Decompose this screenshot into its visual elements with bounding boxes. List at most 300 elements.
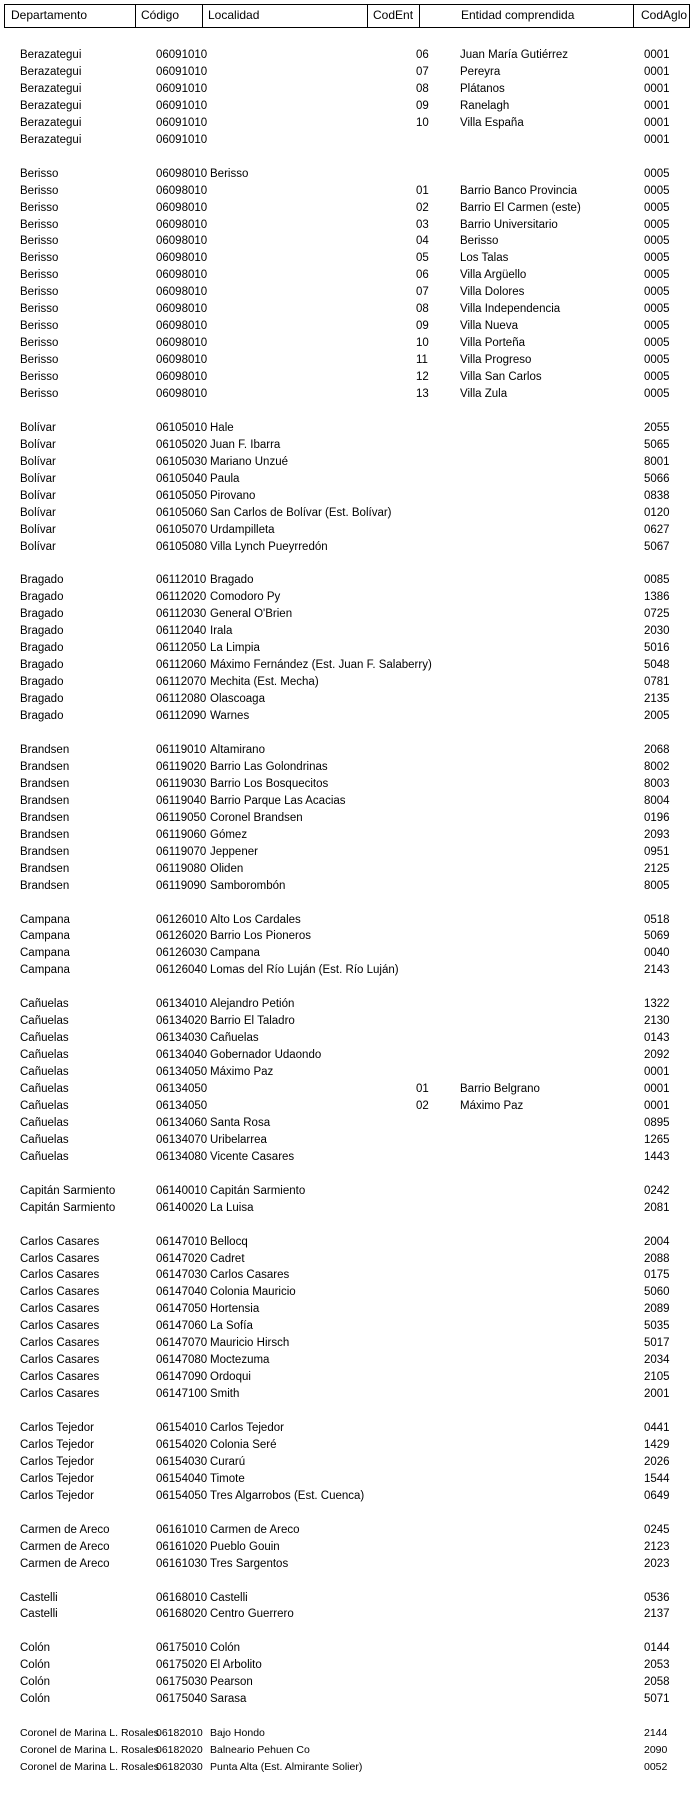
localidad-cell: Bragado <box>210 574 254 587</box>
localidad-cell: Pueblo Gouin <box>210 1540 280 1553</box>
header-entidad: Entidad comprendida <box>461 8 575 22</box>
codigo-cell: 06154050 <box>156 1489 208 1502</box>
departamento-cell: Bolívar <box>20 438 56 451</box>
table-row <box>0 1047 697 1064</box>
localidad-cell: Pearson <box>210 1676 253 1689</box>
codaglo-cell: 0005 <box>644 184 670 197</box>
codigo-cell: 06134040 <box>156 1049 208 1062</box>
departamento-cell: Bragado <box>20 591 64 604</box>
codigo-cell: 06134030 <box>156 1032 208 1045</box>
codaglo-cell: 5069 <box>644 930 670 943</box>
codaglo-cell: 0725 <box>644 608 670 621</box>
departamento-cell: Brandsen <box>20 794 70 807</box>
departamento-cell: Berisso <box>20 354 59 367</box>
departamento-cell: Carlos Casares <box>20 1337 100 1350</box>
localidad-cell: Colonia Seré <box>210 1438 277 1451</box>
localidad-cell: Tres Sargentos <box>210 1557 289 1570</box>
localidad-cell: Irala <box>210 625 233 638</box>
codigo-cell: 06161030 <box>156 1557 208 1570</box>
departamento-cell: Carlos Casares <box>20 1269 100 1282</box>
codigo-cell: 06091010 <box>156 116 208 129</box>
codigo-cell: 06091010 <box>156 49 208 61</box>
codigo-cell: 06147040 <box>156 1286 208 1299</box>
codigo-cell: 06147060 <box>156 1320 208 1333</box>
table-row <box>0 488 697 505</box>
localidad-cell: Mariano Unzué <box>210 455 288 468</box>
codigo-cell: 06175030 <box>156 1676 208 1689</box>
header-codaglo: CodAglo <box>641 8 688 22</box>
codaglo-cell: 0242 <box>644 1184 670 1197</box>
departamento-cell: Carlos Tejedor <box>20 1438 94 1451</box>
table-row <box>0 132 697 149</box>
departamento-cell: Carlos Casares <box>20 1388 100 1401</box>
table-row <box>0 1640 697 1657</box>
codigo-cell: 06168020 <box>156 1608 208 1621</box>
codent-cell: 09 <box>416 320 429 333</box>
departamento-cell: Campana <box>20 964 70 977</box>
codigo-cell: 06140020 <box>156 1201 208 1214</box>
header-codigo: Código <box>141 8 180 22</box>
localidad-cell: Olascoaga <box>210 693 265 706</box>
codigo-cell: 06112080 <box>156 693 207 706</box>
localidad-cell: El Arbolito <box>210 1659 262 1672</box>
table-row <box>0 606 697 623</box>
codigo-cell: 06154010 <box>156 1422 208 1434</box>
header-codent: CodEnt <box>373 8 414 22</box>
table-row <box>0 454 697 471</box>
entidad-cell: Villa Progreso <box>460 354 532 367</box>
departamento-cell: Cañuelas <box>20 1083 69 1095</box>
codigo-cell: 06182020 <box>156 1744 203 1756</box>
codigo-cell: 06091010 <box>156 133 208 146</box>
localidad-cell: Carmen de Areco <box>210 1523 300 1536</box>
codigo-cell: 06098010 <box>156 269 208 282</box>
table-row <box>0 166 697 183</box>
codent-cell: 13 <box>416 388 429 400</box>
table-row <box>0 505 697 522</box>
table-row <box>0 1318 697 1335</box>
departamento-cell: Berazategui <box>20 99 82 112</box>
table-row <box>0 1386 697 1403</box>
table-row <box>0 1115 697 1132</box>
entidad-cell: Barrio Belgrano <box>460 1083 540 1095</box>
localidad-cell: Santa Rosa <box>210 1116 271 1129</box>
table-row <box>0 996 697 1013</box>
departamento-cell: Bragado <box>20 642 64 655</box>
entidad-cell: Villa Argüello <box>460 269 527 282</box>
table-row <box>0 1420 697 1437</box>
table-row <box>0 1556 697 1573</box>
table-row <box>0 1590 697 1607</box>
table-row <box>0 691 697 708</box>
localidad-cell: Capitán Sarmiento <box>210 1184 306 1197</box>
departamento-cell: Carlos Tejedor <box>20 1422 94 1434</box>
codigo-cell: 06119050 <box>156 811 207 824</box>
codaglo-cell: 2093 <box>644 828 670 841</box>
localidad-cell: Carlos Casares <box>210 1269 290 1282</box>
codaglo-cell: 0085 <box>644 574 670 587</box>
table-row <box>0 1725 697 1742</box>
localidad-cell: Paula <box>210 472 240 485</box>
departamento-cell: Cañuelas <box>20 1049 69 1062</box>
departamento-cell: Colón <box>20 1676 51 1689</box>
departamento-cell: Brandsen <box>20 828 70 841</box>
departamento-cell: Bragado <box>20 710 64 723</box>
header-departamento: Departamento <box>11 8 88 22</box>
codaglo-cell: 8001 <box>644 455 670 468</box>
departamento-cell: Carmen de Areco <box>20 1523 110 1536</box>
table-row <box>0 1471 697 1488</box>
departamento-cell: Brandsen <box>20 744 70 756</box>
codaglo-cell: 5067 <box>644 540 670 553</box>
departamento-cell: Cañuelas <box>20 1133 69 1146</box>
codaglo-cell: 5035 <box>644 1320 670 1333</box>
codaglo-cell: 8005 <box>644 879 670 892</box>
departamento-cell: Cañuelas <box>20 1150 69 1163</box>
table-row <box>0 878 697 895</box>
departamento-cell: Cañuelas <box>20 1116 69 1129</box>
localidad-cell: Juan F. Ibarra <box>210 438 281 451</box>
codigo-cell: 06134010 <box>156 998 208 1011</box>
codaglo-cell: 1265 <box>644 1133 670 1146</box>
codaglo-cell: 0005 <box>644 354 670 367</box>
codent-cell: 08 <box>416 303 429 316</box>
localidad-cell: Mechita (Est. Mecha) <box>210 676 319 689</box>
departamento-cell: Coronel de Marina L. Rosales <box>20 1744 159 1756</box>
codaglo-cell: 2137 <box>644 1608 670 1621</box>
localidad-cell: La Limpia <box>210 642 260 655</box>
departamento-cell: Berisso <box>20 218 59 231</box>
table-row <box>0 1522 697 1539</box>
table-row <box>0 1657 697 1674</box>
codent-cell: 01 <box>416 184 429 197</box>
codigo-cell: 06112040 <box>156 625 207 638</box>
codaglo-cell: 2090 <box>644 1744 668 1756</box>
codigo-cell: 06098010 <box>156 201 208 214</box>
entidad-cell: Villa España <box>460 116 524 129</box>
departamento-cell: Berazategui <box>20 82 82 95</box>
codigo-cell: 06154030 <box>156 1455 208 1468</box>
table-row <box>0 471 697 488</box>
codaglo-cell: 0196 <box>644 811 670 824</box>
table-row <box>0 1759 697 1776</box>
codigo-cell: 06147080 <box>156 1354 208 1367</box>
codigo-cell: 06154020 <box>156 1438 208 1451</box>
localidad-cell: Colón <box>210 1642 241 1655</box>
codigo-cell: 06098010 <box>156 286 208 299</box>
codaglo-cell: 0005 <box>644 235 670 248</box>
codaglo-cell: 1386 <box>644 591 670 604</box>
entidad-cell: Ranelagh <box>460 99 510 112</box>
departamento-cell: Bolívar <box>20 506 56 519</box>
codaglo-cell: 0649 <box>644 1489 670 1502</box>
codigo-cell: 06119070 <box>156 845 207 858</box>
codigo-cell: 06126010 <box>156 913 208 926</box>
table-row <box>0 1352 697 1369</box>
codigo-cell: 06147050 <box>156 1303 208 1316</box>
codaglo-cell: 2130 <box>644 1015 670 1028</box>
departamento-cell: Brandsen <box>20 760 70 773</box>
codaglo-cell: 0040 <box>644 947 670 960</box>
table-row <box>0 386 697 403</box>
codigo-cell: 06105080 <box>156 540 208 553</box>
entidad-cell: Máximo Paz <box>460 1099 524 1112</box>
localidad-cell: Cadret <box>210 1252 245 1265</box>
localidad-cell: Hortensia <box>210 1303 260 1316</box>
localidad-cell: Villa Lynch Pueyrredón <box>210 540 328 553</box>
codigo-cell: 06105030 <box>156 455 208 468</box>
departamento-cell: Bolívar <box>20 472 56 485</box>
codaglo-cell: 0781 <box>644 676 670 689</box>
localidad-cell: Máximo Paz <box>210 1066 274 1078</box>
codigo-cell: 06126020 <box>156 930 208 943</box>
codaglo-cell: 5071 <box>644 1693 670 1706</box>
codigo-cell: 06098010 <box>156 235 208 248</box>
entidad-cell: Villa Nueva <box>460 320 518 333</box>
table-row <box>0 759 697 776</box>
departamento-cell: Bolívar <box>20 540 56 553</box>
localidad-cell: Altamirano <box>210 744 265 756</box>
codigo-cell: 06126040 <box>156 964 208 977</box>
departamento-cell: Berisso <box>20 388 59 400</box>
departamento-cell: Carlos Casares <box>20 1371 100 1384</box>
codigo-cell: 06126030 <box>156 947 208 960</box>
departamento-cell: Colón <box>20 1642 51 1655</box>
codigo-cell: 06112060 <box>156 659 207 672</box>
codigo-cell: 06105020 <box>156 438 208 451</box>
table-row <box>0 267 697 284</box>
entidad-cell: Villa Porteña <box>460 337 525 350</box>
departamento-cell: Berisso <box>20 235 59 248</box>
departamento-cell: Carmen de Areco <box>20 1540 110 1553</box>
codaglo-cell: 2144 <box>644 1727 668 1740</box>
table-row <box>0 1251 697 1268</box>
codaglo-cell: 1544 <box>644 1472 670 1485</box>
localidad-cell: La Sofía <box>210 1320 253 1333</box>
codaglo-cell: 0005 <box>644 303 670 316</box>
codaglo-cell: 0005 <box>644 269 670 282</box>
departamento-cell: Berisso <box>20 269 59 282</box>
departamento-cell: Campana <box>20 947 70 960</box>
table-row <box>0 250 697 267</box>
codigo-cell: 06134060 <box>156 1116 208 1129</box>
localidad-cell: Cañuelas <box>210 1032 259 1045</box>
table-row <box>0 623 697 640</box>
codaglo-cell: 0001 <box>644 1066 670 1078</box>
codaglo-cell: 0001 <box>644 133 670 146</box>
codaglo-cell: 1429 <box>644 1438 670 1451</box>
table-row <box>0 1064 697 1081</box>
localidad-cell: Vicente Casares <box>210 1150 295 1163</box>
entidad-cell: Berisso <box>460 235 499 248</box>
departamento-cell: Bragado <box>20 659 64 672</box>
table-row <box>0 1674 697 1691</box>
table-row <box>0 284 697 301</box>
departamento-cell: Capitán Sarmiento <box>20 1201 116 1214</box>
codigo-cell: 06112030 <box>156 608 207 621</box>
departamento-cell: Bragado <box>20 608 64 621</box>
departamento-cell: Cañuelas <box>20 998 69 1011</box>
entidad-cell: Pereyra <box>460 66 501 78</box>
codaglo-cell: 0895 <box>644 1116 670 1129</box>
codigo-cell: 06098010 <box>156 252 208 265</box>
codent-cell: 02 <box>416 201 429 214</box>
localidad-cell: Alejandro Petión <box>210 998 295 1011</box>
codigo-cell: 06119060 <box>156 828 207 841</box>
codigo-cell: 06119030 <box>156 777 207 790</box>
table-row <box>0 793 697 810</box>
codigo-cell: 06105070 <box>156 523 208 536</box>
departamento-cell: Bolívar <box>20 489 56 502</box>
departamento-cell: Colón <box>20 1693 51 1706</box>
departamento-cell: Carlos Casares <box>20 1252 100 1265</box>
localidad-cell: La Luisa <box>210 1201 254 1214</box>
localidad-cell: Moctezuma <box>210 1354 270 1367</box>
table-row <box>0 183 697 200</box>
departamento-cell: Berazategui <box>20 116 82 129</box>
codaglo-cell: 0001 <box>644 49 670 61</box>
codigo-cell: 06105010 <box>156 421 208 434</box>
departamento-cell: Berisso <box>20 286 59 299</box>
codaglo-cell: 2105 <box>644 1371 670 1384</box>
codaglo-cell: 0005 <box>644 252 670 265</box>
codaglo-cell: 1322 <box>644 998 670 1011</box>
departamento-cell: Campana <box>20 930 70 943</box>
departamento-cell: Campana <box>20 913 70 926</box>
departamento-cell: Berisso <box>20 252 59 265</box>
codigo-cell: 06098010 <box>156 354 208 367</box>
codaglo-cell: 2125 <box>644 862 670 875</box>
departamento-cell: Brandsen <box>20 811 70 824</box>
codigo-cell: 06098010 <box>156 218 208 231</box>
codaglo-cell: 1443 <box>644 1150 670 1163</box>
codent-cell: 10 <box>416 337 429 350</box>
codigo-cell: 06098010 <box>156 371 208 383</box>
localidad-cell: Smith <box>210 1388 240 1401</box>
departamento-cell: Berisso <box>20 320 59 333</box>
departamento-cell: Cañuelas <box>20 1032 69 1045</box>
localidad-cell: Colonia Mauricio <box>210 1286 296 1299</box>
table-row <box>0 1691 697 1708</box>
codent-cell: 07 <box>416 66 429 78</box>
departamento-cell: Carlos Casares <box>20 1235 100 1248</box>
codaglo-cell: 2023 <box>644 1557 670 1570</box>
codigo-cell: 06098010 <box>156 388 208 400</box>
departamento-cell: Brandsen <box>20 777 70 790</box>
entidad-cell: Villa Dolores <box>460 286 525 299</box>
codigo-cell: 06147030 <box>156 1269 208 1282</box>
departamento-cell: Berazategui <box>20 49 82 61</box>
codigo-cell: 06134080 <box>156 1150 208 1163</box>
localidad-cell: Urdampilleta <box>210 523 275 536</box>
codigo-cell: 06112090 <box>156 710 207 723</box>
localidad-cell: Jeppener <box>210 845 258 858</box>
codigo-cell: 06098010 <box>156 320 208 333</box>
table-row <box>0 1267 697 1284</box>
codigo-cell: 06112070 <box>156 676 207 689</box>
departamento-cell: Carlos Tejedor <box>20 1455 94 1468</box>
codigo-cell: 06098010 <box>156 167 208 180</box>
localidad-cell: Comodoro Py <box>210 591 281 604</box>
departamento-cell: Berisso <box>20 167 59 180</box>
codigo-cell: 06098010 <box>156 303 208 316</box>
codaglo-cell: 0005 <box>644 371 670 383</box>
codaglo-cell: 2030 <box>644 625 670 638</box>
codaglo-cell: 0838 <box>644 489 670 502</box>
departamento-cell: Cañuelas <box>20 1066 69 1078</box>
codigo-cell: 06105060 <box>156 506 208 519</box>
codaglo-cell: 8003 <box>644 777 670 790</box>
codent-cell: 02 <box>416 1099 429 1112</box>
codigo-cell: 06175020 <box>156 1659 208 1672</box>
codaglo-cell: 0120 <box>644 506 670 519</box>
departamento-cell: Coronel de Marina L. Rosales <box>20 1727 159 1740</box>
departamento-cell: Castelli <box>20 1591 58 1604</box>
departamento-cell: Bragado <box>20 693 64 706</box>
codaglo-cell: 0144 <box>644 1642 670 1655</box>
table-row <box>0 200 697 217</box>
codent-cell: 10 <box>416 116 429 129</box>
codaglo-cell: 5060 <box>644 1286 670 1299</box>
table-row <box>0 1488 697 1505</box>
codaglo-cell: 2089 <box>644 1303 670 1316</box>
table-row <box>0 115 697 132</box>
table-row <box>0 1284 697 1301</box>
departamento-cell: Berisso <box>20 201 59 214</box>
departamento-cell: Cañuelas <box>20 1015 69 1028</box>
codaglo-cell: 5016 <box>644 642 670 655</box>
codaglo-cell: 2055 <box>644 421 670 434</box>
codaglo-cell: 5065 <box>644 438 670 451</box>
codent-cell: 05 <box>416 252 429 265</box>
codigo-cell: 06147090 <box>156 1371 208 1384</box>
codent-cell: 07 <box>416 286 429 299</box>
localidad-cell: Centro Guerrero <box>210 1608 294 1621</box>
departamento-cell: Carlos Casares <box>20 1303 100 1316</box>
table-row <box>0 572 697 589</box>
codent-cell: 01 <box>416 1083 429 1095</box>
codent-cell: 06 <box>416 269 429 282</box>
localidad-cell: Coronel Brandsen <box>210 811 303 824</box>
entidad-cell: Villa Independencia <box>460 303 561 316</box>
codaglo-cell: 2026 <box>644 1455 670 1468</box>
entidad-cell: Villa San Carlos <box>460 371 542 383</box>
table-row <box>0 98 697 115</box>
table-row <box>0 1437 697 1454</box>
codigo-cell: 06119080 <box>156 862 207 875</box>
codigo-cell: 06119090 <box>156 879 207 892</box>
localidad-cell: Sarasa <box>210 1693 247 1706</box>
table-row <box>0 1742 697 1759</box>
departamento-cell: Berisso <box>20 371 59 383</box>
localidad-cell: Balneario Pehuen Co <box>210 1744 310 1756</box>
localidad-cell: Barrio El Taladro <box>210 1015 295 1028</box>
codaglo-cell: 0001 <box>644 82 670 95</box>
codaglo-cell: 0001 <box>644 116 670 129</box>
codaglo-cell: 0627 <box>644 523 670 536</box>
table-row <box>0 522 697 539</box>
codigo-cell: 06154040 <box>156 1472 208 1485</box>
codigo-cell: 06182030 <box>156 1761 203 1773</box>
departamento-cell: Bolívar <box>20 523 56 536</box>
codent-cell: 08 <box>416 82 429 95</box>
codaglo-cell: 2068 <box>644 744 670 756</box>
codigo-cell: 06134050 <box>156 1066 208 1078</box>
codigo-cell: 06140010 <box>156 1184 208 1197</box>
table-row <box>0 657 697 674</box>
codaglo-cell: 0005 <box>644 388 670 400</box>
table-row <box>0 1369 697 1386</box>
